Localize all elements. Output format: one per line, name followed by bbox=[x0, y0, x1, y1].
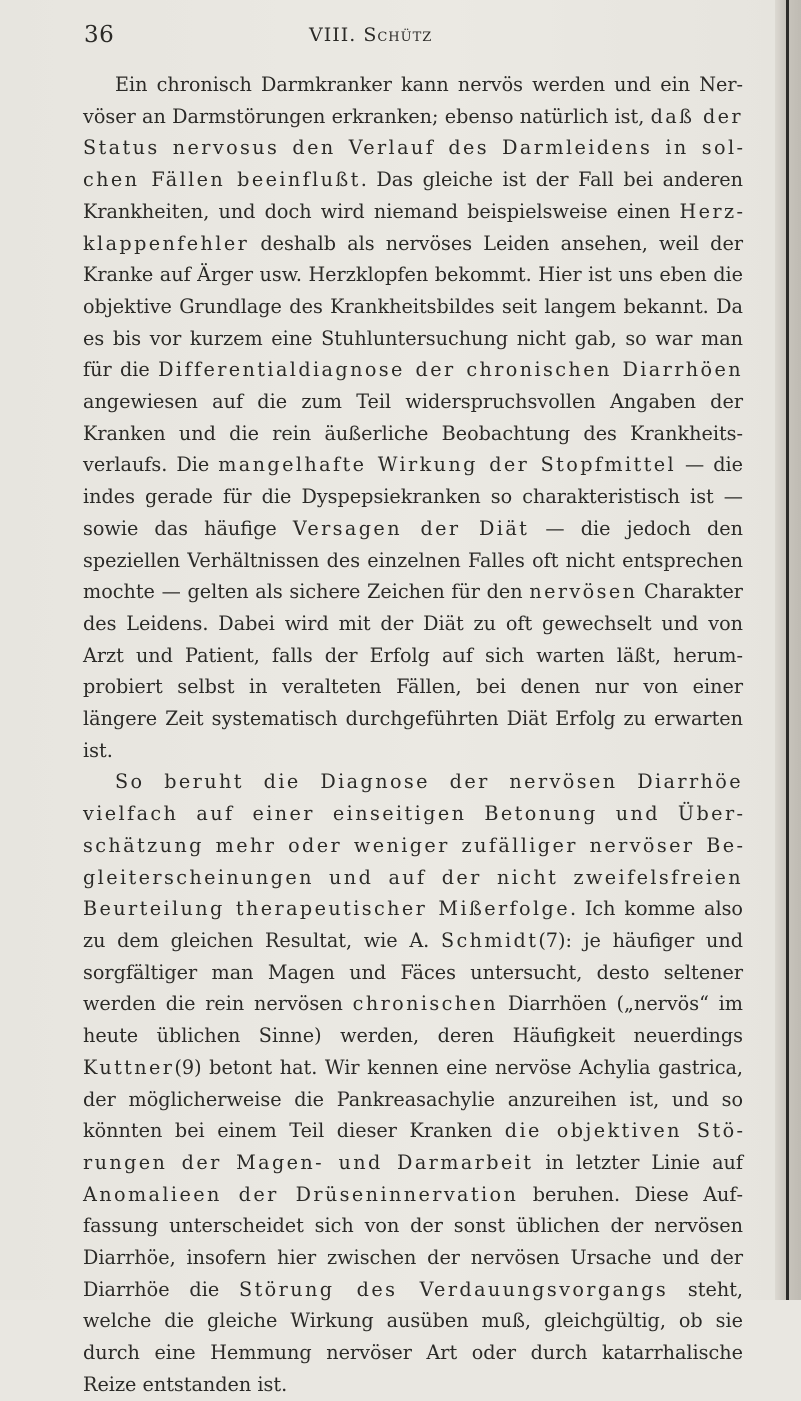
text-run: in letzter Linie auf bbox=[533, 1150, 743, 1174]
spaced-emphasis-text: daß der Status nervosus den Verlauf des Darmleidens in solchen Fällen beeinflußt bbox=[83, 104, 744, 192]
page-number: 36 bbox=[84, 22, 115, 48]
spaced-emphasis-text: Störung des Verdauungsvorgangs bbox=[239, 1277, 669, 1301]
spaced-emphasis-text: Herzklappenfehler bbox=[83, 199, 743, 255]
text-run: (9) betont hat. Wir kennen eine nervöse Achylia gastrica, der möglicherweise die Pankreasachylie anzureihen ist, und so könnten bei einem Teil dieser Kranken bbox=[83, 1055, 743, 1143]
spaced-emphasis-text: Anomalieen der Drüseninnervation bbox=[83, 1182, 519, 1206]
body-text bbox=[83, 69, 743, 1401]
text-run: Charakter des Leidens. Dabei wird mit der Diät zu oft gewechselt und von Arzt und Patient, falls der Erfolg auf sich warten läßt, herumprobiert selbst in veralteten Fällen, bei denen nur von einer längere Zeit systematisch durchgeführten Diät Erfolg zu erwarten ist. bbox=[83, 580, 743, 762]
paragraph bbox=[83, 766, 743, 1400]
text-run: deshalb als nervöses Leiden ansehen, weil der Kranke auf Ärger usw. Herzklopfen bekommt. Hier ist uns eben die objektive Grundlage des Krankheitsbildes seit langem bekannt. Da es bis vor kurzem eine Stuhluntersuchung nicht gab, so war man für die bbox=[83, 231, 743, 382]
text-run: — die jedoch den speziellen Verhältnissen des einzelnen Falles oft nicht entsprechen mochte — gelten als sichere Zeichen für den bbox=[83, 516, 743, 604]
spaced-emphasis-text: Versagen der Diät bbox=[292, 516, 530, 540]
text-run: — die indes gerade für die Dyspepsiekranken so charakteristisch ist — sowie das häufige bbox=[83, 453, 743, 540]
page-header bbox=[84, 22, 742, 56]
text-run: . Das gleiche ist der Fall bei anderen Krankheiten, und doch wird niemand beispielsweise einen bbox=[83, 168, 743, 223]
running-head: VIII. Schütz bbox=[309, 24, 433, 46]
spaced-emphasis-text: nervösen bbox=[529, 580, 638, 604]
spaced-emphasis-text: die objektiven Störungen der Magen- und Darmarbeit bbox=[83, 1119, 743, 1174]
text-run: steht, welche die gleiche Wirkung ausüben muß, gleichgültig, ob sie durch eine Hemmung nervöser Art oder durch katarrhalische Reize entstanden ist. bbox=[83, 1277, 744, 1396]
spaced-emphasis-text: Schmidt bbox=[440, 928, 539, 952]
text-run: (7): je häufiger und sorgfältiger man Magen und Fäces untersucht, desto seltener werden die rein nervösen bbox=[83, 928, 743, 1016]
spaced-emphasis-text: So beruht die Diagnose der nervösen Diarrhöe vielfach auf einer einseitigen Betonung und Überschätzung mehr oder weniger zufälliger nervöser Begleiterscheinungen und auf der nicht zweifelsfreien Beurteilung therapeutischer Mißerfolge bbox=[83, 770, 743, 921]
paragraph bbox=[83, 69, 743, 766]
text-run: Ein chronisch Darmkranker kann nervös werden und ein Nervöser an Darmstörungen erkranken; ebenso natürlich ist, bbox=[83, 73, 743, 128]
spaced-emphasis-text: Kuttner bbox=[83, 1055, 175, 1079]
gutter-edge-line bbox=[786, 0, 789, 1300]
text-run: Diarrhöen („nervös“ im heute üblichen Sinne) werden, deren Häufigkeit neuerdings bbox=[83, 992, 743, 1048]
text-run: . Ich komme also zu dem gleichen Resultat, wie A. bbox=[83, 897, 743, 952]
spaced-emphasis-text: chronischen bbox=[352, 992, 499, 1016]
spaced-emphasis-text: Differentialdiagnose der chronischen Diarrhöen bbox=[158, 358, 743, 382]
text-run: angewiesen auf die zum Teil widerspruchsvollen Angaben der Kranken und die rein äußerliche Beobachtung des Krankheitsverlaufs. Die bbox=[83, 390, 743, 477]
spaced-emphasis-text: mangelhafte Wirkung der Stopfmittel bbox=[218, 453, 677, 477]
text-run: beruhen. Diese Auffassung unterscheidet sich von der sonst üblichen der nervösen Diarrhöe, insofern hier zwischen der nervösen Ursache und der Diarrhöe die bbox=[83, 1182, 744, 1301]
